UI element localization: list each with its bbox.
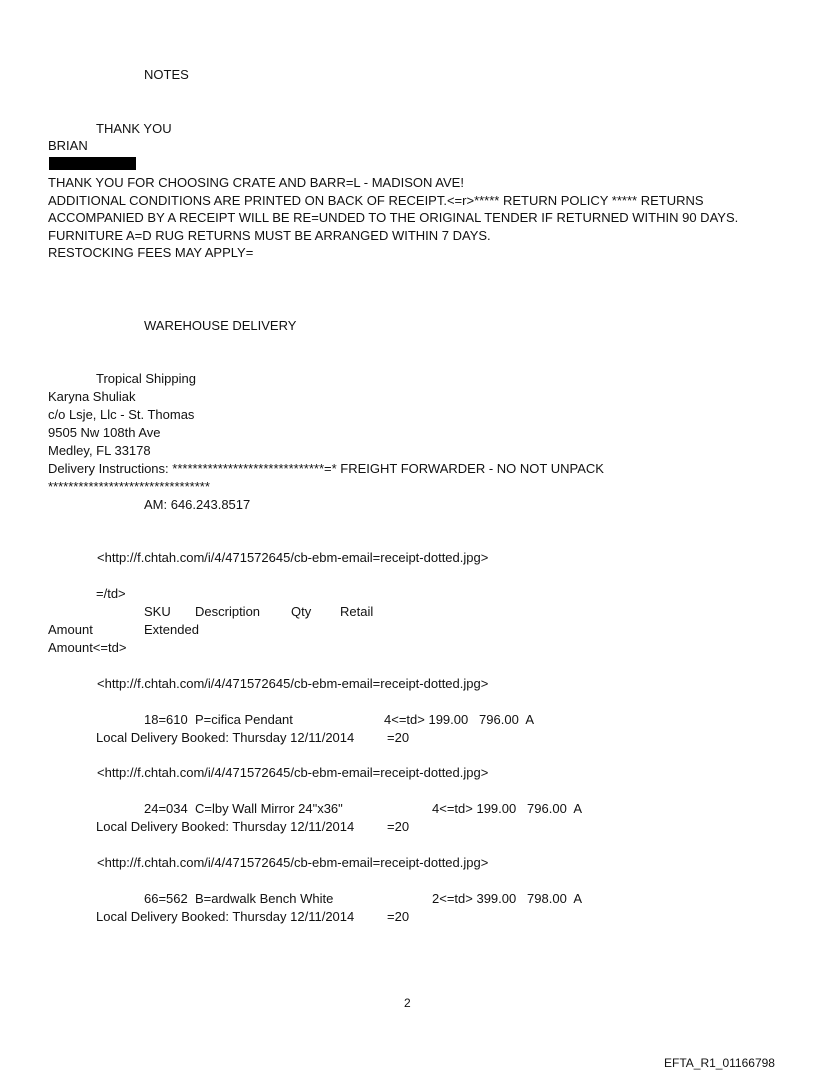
- receipt-line: THANK YOU FOR CHOOSING CRATE AND BARR=L - MADISON AVE!: [48, 175, 464, 190]
- shipping-company: Tropical Shipping: [96, 371, 196, 386]
- address-line: Karyna Shuliak: [48, 389, 136, 404]
- address-line: Medley, FL 33178: [48, 443, 151, 458]
- address-line: 9505 Nw 108th Ave: [48, 425, 161, 440]
- item-sku-description: 24=034 C=lby Wall Mirror 24"x36": [144, 801, 343, 816]
- receipt-line: ADDITIONAL CONDITIONS ARE PRINTED ON BACK OF RECEIPT.<=r>***** RETURN POLICY ***** RETURNS: [48, 193, 704, 208]
- item-qty-price: 4<=td> 199.00 796.00 A: [384, 712, 534, 727]
- item-qty-price: 2<=td> 399.00 798.00 A: [432, 891, 582, 906]
- header-retail: Retail: [340, 604, 374, 619]
- receipt-line: FURNITURE A=D RUG RETURNS MUST BE ARRANGED WITHIN 7 DAYS.: [48, 228, 491, 243]
- receipt-line: ACCOMPANIED BY A RECEIPT WILL BE RE=UNDED TO THE ORIGINAL TENDER IF RETURNED WITHIN 90 DAYS.: [48, 210, 739, 225]
- thank-you-text: THANK YOU: [96, 121, 172, 136]
- header-extended: Extended: [144, 622, 199, 637]
- image-link[interactable]: <http://f.chtah.com/i/4/471572645/cb-ebm-email=receipt-dotted.jpg>: [97, 550, 489, 565]
- document-id: EFTA_R1_01166798: [664, 1056, 775, 1070]
- receipt-line: RESTOCKING FEES MAY APPLY=: [48, 245, 254, 260]
- image-link[interactable]: <http://f.chtah.com/i/4/471572645/cb-ebm-email=receipt-dotted.jpg>: [97, 855, 489, 870]
- item-code: =20: [387, 730, 410, 745]
- item-code: =20: [387, 909, 410, 924]
- item-sku-description: 66=562 B=ardwalk Bench White: [144, 891, 334, 906]
- image-link[interactable]: <http://f.chtah.com/i/4/471572645/cb-ebm-email=receipt-dotted.jpg>: [97, 676, 489, 691]
- notes-heading: NOTES: [144, 67, 189, 82]
- image-link[interactable]: <http://f.chtah.com/i/4/471572645/cb-ebm-email=receipt-dotted.jpg>: [97, 765, 489, 780]
- header-description: Description: [195, 604, 261, 619]
- delivery-instructions-cont: ********************************: [48, 479, 210, 494]
- header-sku: SKU: [144, 604, 171, 619]
- header-amount: Amount: [48, 622, 93, 637]
- item-delivery: Local Delivery Booked: Thursday 12/11/2014: [96, 819, 355, 834]
- item-qty-price: 4<=td> 199.00 796.00 A: [432, 801, 582, 816]
- recipient-name: BRIAN: [48, 138, 88, 153]
- redaction-bar: [49, 157, 136, 170]
- delivery-instructions: Delivery Instructions: ******************************=* FREIGHT FORWARDER - NO NOT UNPACK: [48, 461, 604, 476]
- phone-number: AM: 646.243.8517: [144, 497, 251, 512]
- item-delivery: Local Delivery Booked: Thursday 12/11/2014: [96, 909, 355, 924]
- delivery-heading: WAREHOUSE DELIVERY: [144, 318, 297, 333]
- item-code: =20: [387, 819, 410, 834]
- item-delivery: Local Delivery Booked: Thursday 12/11/2014: [96, 730, 355, 745]
- header-amount-td: Amount<=td>: [48, 640, 127, 655]
- item-sku-description: 18=610 P=cifica Pendant: [144, 712, 293, 727]
- td-fragment: =/td>: [96, 586, 126, 601]
- page-number: 2: [404, 996, 411, 1010]
- header-qty: Qty: [291, 604, 312, 619]
- address-line: c/o Lsje, Llc - St. Thomas: [48, 407, 195, 422]
